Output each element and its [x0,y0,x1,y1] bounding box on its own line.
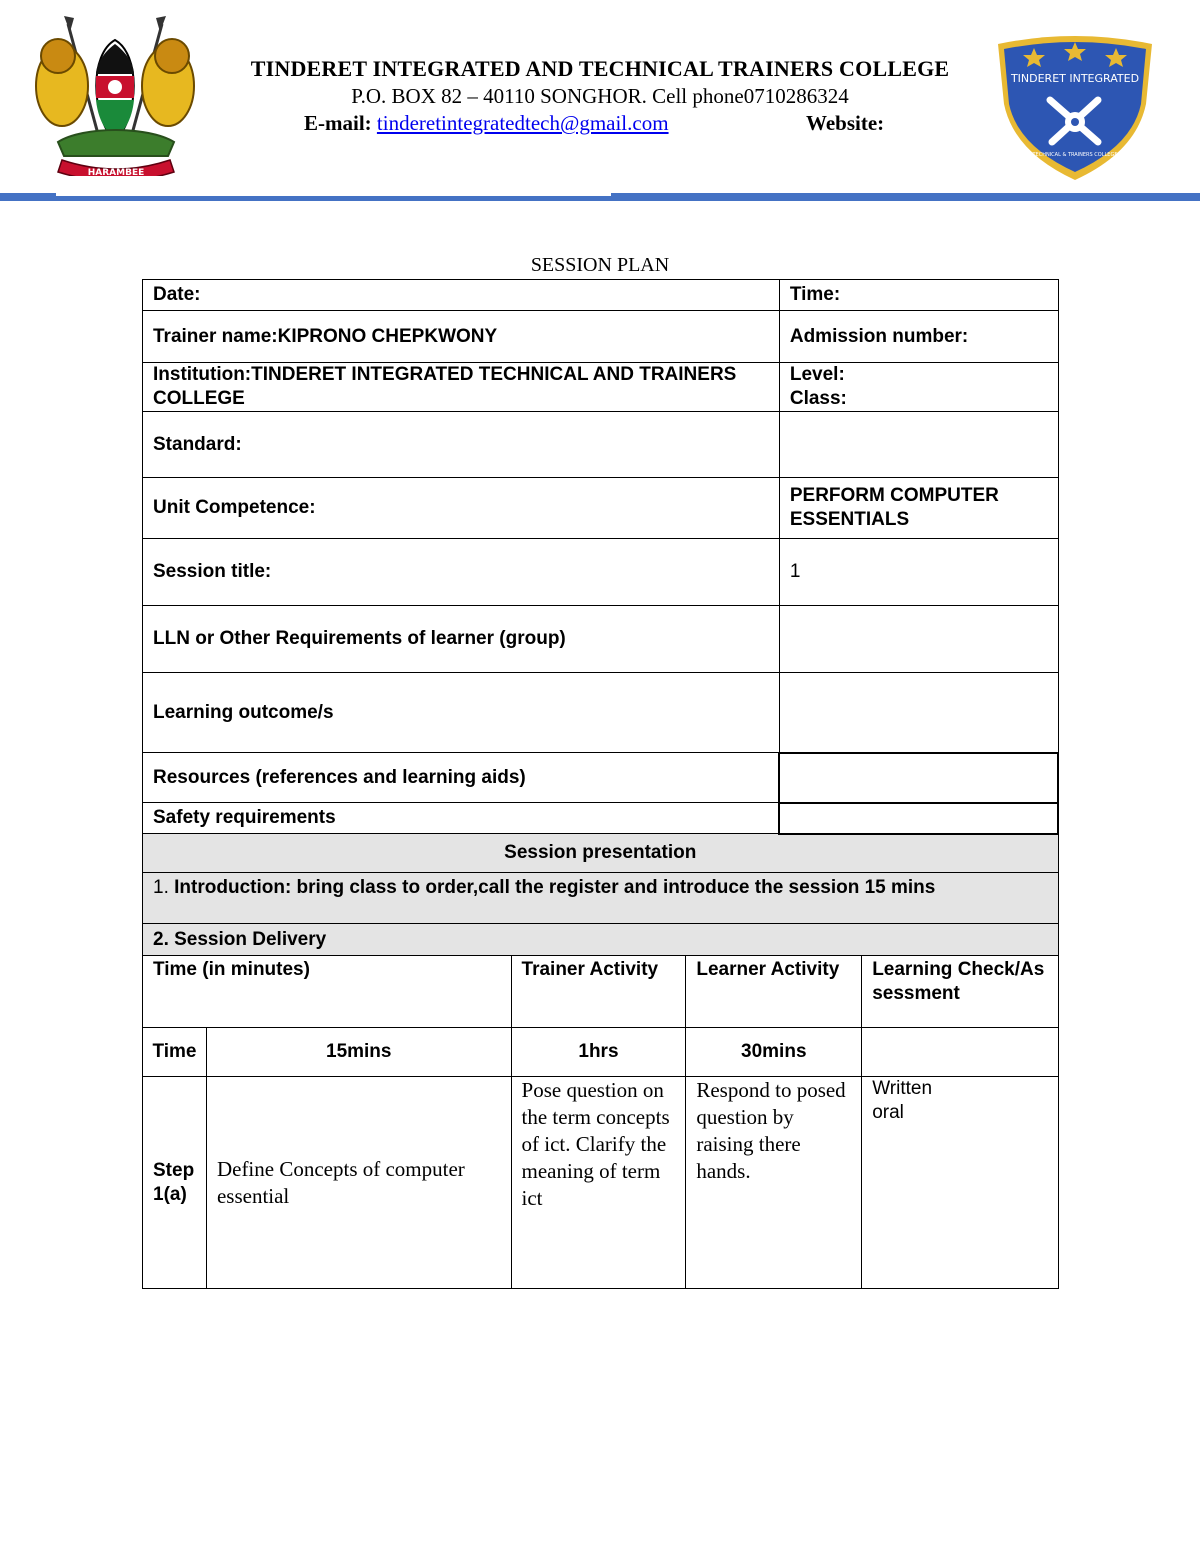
safety-requirements-value [779,803,1058,834]
learner-activity-header: Learner Activity [686,956,862,1028]
admission-number-label: Admission number: [779,311,1058,363]
time-learner-duration: 30mins [686,1028,862,1077]
badge-text: TINDERET INTEGRATED [1010,72,1140,85]
level-class-cell [779,363,1058,412]
header-divider-highlight [56,193,611,196]
resources-label: Resources (references and learning aids) [143,753,780,803]
time-trainer-duration: 1hrs [511,1028,686,1077]
introduction-row [143,873,1059,924]
session-title-label: Session title: [143,539,780,606]
badge-subtext: TECHNICAL & TRAINERS COLLEGE [1032,152,1118,158]
time-row-label: Time [143,1028,207,1077]
class-label: Class: [789,388,847,409]
lln-requirements-label: LLN or Other Requirements of learner (group) [143,606,780,673]
step-content: Define Concepts of computer essential [206,1077,511,1289]
session-presentation-heading: Session presentation [143,834,1059,873]
trainer-name-label: Trainer name:KIPRONO CHEPKWONY [143,311,780,363]
institution-label: Institution:TINDERET INTEGRATED TECHNICAL AND TRAINERS COLLEGE [143,363,780,412]
email-label: E-mail: [304,111,372,135]
level-label: Level: [789,364,845,385]
unit-competence-value: PERFORM COMPUTER ESSENTIALS [779,478,1058,539]
coat-motto: HARAMBEE [87,168,145,176]
college-address: P.O. BOX 82 – 40110 SONGHOR. Cell phone0710286324 [351,84,849,108]
learning-outcomes-label: Learning outcome/s [143,673,780,753]
time-step-duration: 15mins [206,1028,511,1077]
standard-value [779,412,1058,478]
email-line [304,111,669,136]
session-delivery-table [142,955,1059,1289]
step-label: Step 1(a) [143,1077,207,1289]
college-badge-logo [986,34,1164,184]
step-learning-check [862,1077,1059,1289]
step-trainer-activity: Pose question on the term concepts of ict. Clarify the meaning of term ict [511,1077,686,1289]
session-plan-form [142,279,1059,956]
introduction-text: Introduction: bring class to order,call the register and introduce the session 15 mins [174,877,936,898]
date-label: Date: [143,280,780,311]
lln-requirements-value [779,606,1058,673]
learning-check-header: Learning Check/Assessment [862,956,1059,1028]
check-written: Written [872,1078,933,1099]
college-name: TINDERET INTEGRATED AND TECHNICAL TRAINERS COLLEGE [250,56,950,81]
time-check-duration [862,1028,1059,1077]
time-label: Time: [779,280,1058,311]
kenya-coat-of-arms-logo [28,14,202,176]
learning-outcomes-value [779,673,1058,753]
email-link[interactable]: tinderetintegratedtech@gmail.com [376,111,669,135]
safety-requirements-label: Safety requirements [143,803,780,834]
standard-label: Standard: [143,412,780,478]
resources-value [779,753,1058,803]
time-in-minutes-header: Time (in minutes) [143,956,512,1028]
trainer-activity-header: Trainer Activity [511,956,686,1028]
introduction-number: 1. [153,877,169,898]
unit-competence-label: Unit Competence: [143,478,780,539]
step-learner-activity: Respond to posed question by raising there hands. [686,1077,862,1289]
check-oral: oral [872,1102,904,1123]
session-delivery-heading: 2. Session Delivery [143,924,1059,956]
document-title: SESSION PLAN [530,254,670,276]
session-title-value: 1 [779,539,1058,606]
website-label: Website: [806,111,885,135]
